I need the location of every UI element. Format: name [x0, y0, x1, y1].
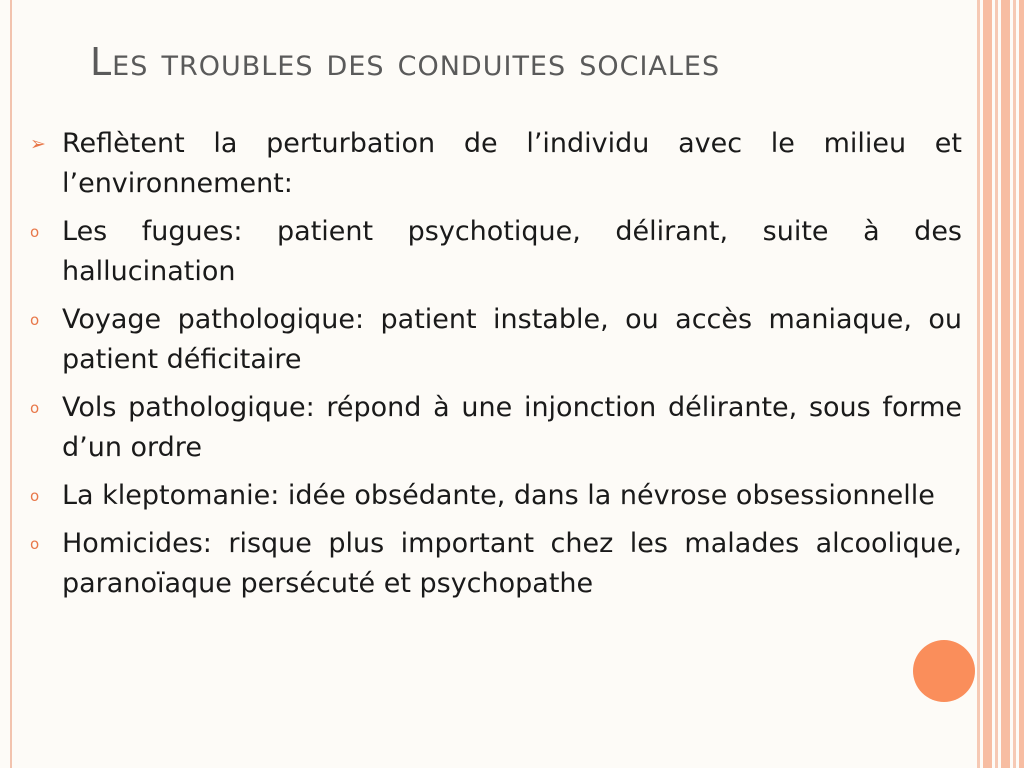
right-stripe [983, 0, 992, 768]
list-item-text: Homicides: risque plus important chez les malades alcoolique, paranoïaque persécuté et psychopathe [62, 528, 962, 599]
right-stripe [1001, 0, 1010, 768]
list-item [30, 476, 962, 516]
circle-bullet-icon: o [30, 535, 40, 553]
arrow-bullet-icon: ➢ [30, 133, 46, 155]
right-stripe [1019, 0, 1024, 768]
right-stripe [1013, 0, 1016, 768]
list-item-text: Voyage pathologique: patient instable, ou accès maniaque, ou patient déficitaire [62, 304, 962, 375]
list-item-text: Les fugues: patient psychotique, délirant, suite à des hallucination [62, 216, 962, 287]
list-item [30, 124, 962, 204]
list-item-text: Vols pathologique: répond à une injonction délirante, sous forme d’un ordre [62, 392, 962, 463]
list-item-text: La kleptomanie: idée obsédante, dans la névrose obsessionnelle [62, 480, 935, 511]
slide-title: Les troubles des conduites sociales [90, 40, 721, 84]
list-item [30, 524, 962, 604]
list-item-text: Reflètent la perturbation de l’individu avec le milieu et l’environnement: [62, 128, 962, 199]
list-item [30, 388, 962, 468]
left-border-line [10, 0, 12, 768]
circle-bullet-icon: o [30, 311, 40, 329]
right-stripe [977, 0, 980, 768]
circle-bullet-icon: o [30, 223, 40, 241]
decorative-circle [913, 640, 975, 702]
list-item [30, 300, 962, 380]
bullet-list [30, 124, 962, 612]
list-item [30, 212, 962, 292]
right-stripe [995, 0, 998, 768]
circle-bullet-icon: o [30, 399, 40, 417]
circle-bullet-icon: o [30, 487, 40, 505]
